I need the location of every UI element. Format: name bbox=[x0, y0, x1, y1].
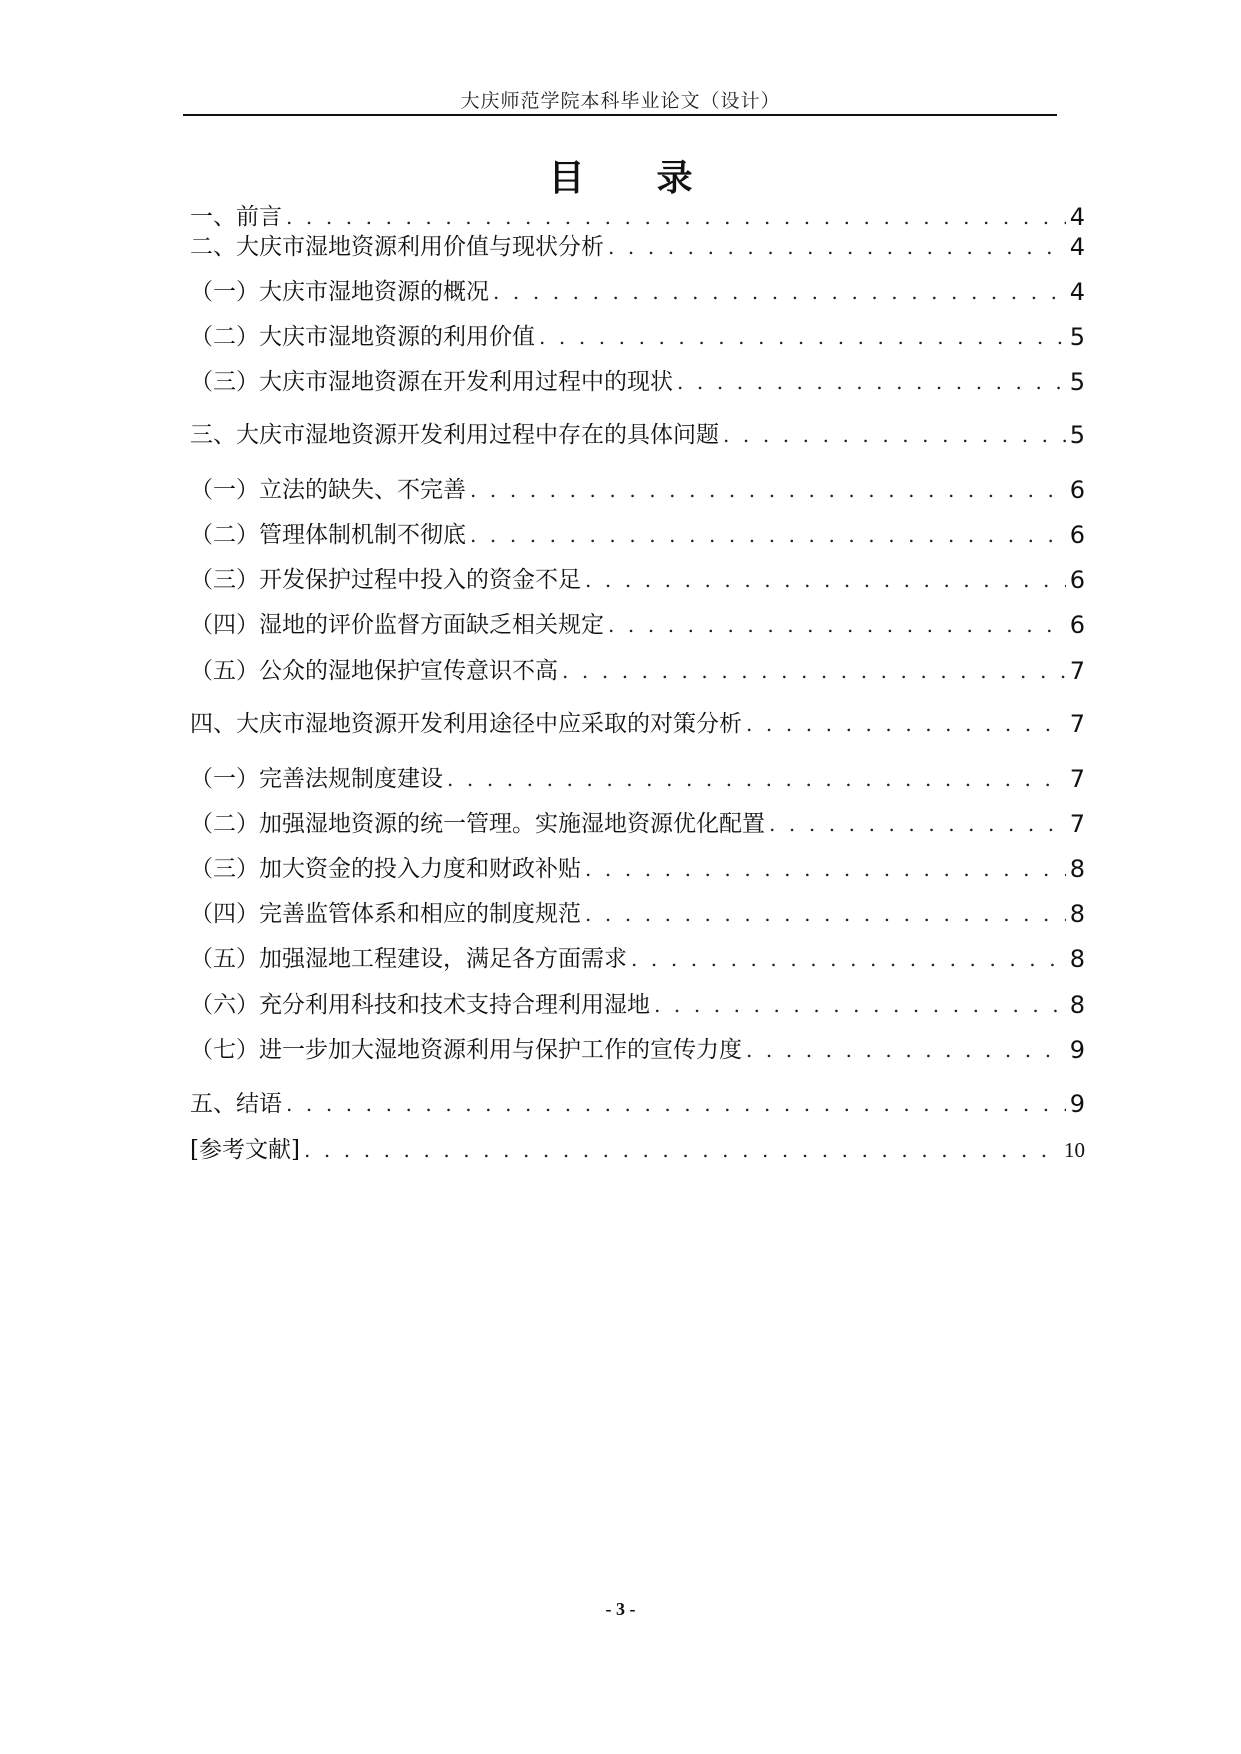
toc-leader-dots bbox=[447, 764, 1066, 794]
toc-leader-dots bbox=[304, 1135, 1060, 1165]
toc-entry-page: 6 bbox=[1069, 521, 1085, 549]
toc-entry-page: 10 bbox=[1064, 1138, 1085, 1162]
toc-entry-page: 6 bbox=[1069, 476, 1085, 504]
toc-entry-text: （五）公众的湿地保护宣传意识不高 bbox=[190, 658, 558, 684]
page-header-title: 大庆师范学院本科毕业论文（设计） bbox=[460, 90, 781, 112]
toc-leader-dots bbox=[470, 475, 1066, 505]
toc-leader-dots bbox=[562, 656, 1066, 686]
toc-entry-text: （三）开发保护过程中投入的资金不足 bbox=[190, 567, 581, 593]
toc-entry-text: （三）加大资金的投入力度和财政补贴 bbox=[190, 856, 581, 882]
toc-entry[interactable] bbox=[190, 520, 1085, 550]
toc-entry-page: 9 bbox=[1069, 1036, 1085, 1064]
page-number: - 3 - bbox=[605, 1599, 636, 1619]
toc-entry-page: 8 bbox=[1069, 945, 1085, 973]
toc-entry-page: 8 bbox=[1069, 991, 1085, 1019]
toc-entry-page: 4 bbox=[1069, 203, 1085, 231]
toc-entry-text: （二）大庆市湿地资源的利用价值 bbox=[190, 324, 535, 350]
toc-entry-text: （二）加强湿地资源的统一管理。实施湿地资源优化配置 bbox=[190, 811, 765, 837]
toc-entry-page: 7 bbox=[1069, 810, 1085, 838]
toc-entry-page: 8 bbox=[1069, 855, 1085, 883]
toc-leader-dots bbox=[631, 944, 1066, 974]
toc-entry-page: 8 bbox=[1069, 900, 1085, 928]
toc-entry-page: 6 bbox=[1069, 611, 1085, 639]
toc-entry-text: 三、大庆市湿地资源开发利用过程中存在的具体问题 bbox=[190, 422, 719, 448]
toc-leader-dots bbox=[654, 990, 1066, 1020]
toc-entry-text: （七）进一步加大湿地资源利用与保护工作的宣传力度 bbox=[190, 1037, 742, 1063]
toc-entry[interactable] bbox=[190, 990, 1085, 1020]
toc-leader-dots bbox=[493, 277, 1066, 307]
toc-entry-page: 5 bbox=[1069, 368, 1085, 396]
toc-entry-page: 7 bbox=[1069, 710, 1085, 738]
toc-entry-text: （一）立法的缺失、不完善 bbox=[190, 477, 466, 503]
toc-title bbox=[0, 150, 1241, 201]
toc-entry[interactable] bbox=[190, 420, 1085, 450]
toc-entry[interactable] bbox=[190, 1089, 1085, 1119]
toc-entry-page: 9 bbox=[1069, 1090, 1085, 1118]
toc-entry-page: 7 bbox=[1069, 657, 1085, 685]
toc-entry[interactable] bbox=[190, 277, 1085, 307]
toc-leader-dots bbox=[585, 899, 1066, 929]
toc-entry[interactable] bbox=[190, 656, 1085, 686]
toc-entry-page: 5 bbox=[1069, 323, 1085, 351]
toc-entry-page: 4 bbox=[1069, 233, 1085, 261]
toc-entry[interactable] bbox=[190, 610, 1085, 640]
toc-leader-dots bbox=[286, 1089, 1066, 1119]
toc-entry[interactable] bbox=[190, 322, 1085, 352]
toc-entry-text: 五、结语 bbox=[190, 1091, 282, 1117]
toc-entry[interactable] bbox=[190, 944, 1085, 974]
toc-title-right: 录 bbox=[656, 158, 693, 199]
toc-leader-dots bbox=[769, 809, 1066, 839]
toc-entry[interactable] bbox=[190, 1035, 1085, 1065]
toc-leader-dots bbox=[539, 322, 1066, 352]
toc-entry-text: 一、前言 bbox=[190, 204, 282, 230]
toc-entry[interactable] bbox=[190, 899, 1085, 929]
toc-entry[interactable] bbox=[190, 764, 1085, 794]
toc-entry-text: 四、大庆市湿地资源开发利用途径中应采取的对策分析 bbox=[190, 711, 742, 737]
toc-leader-dots bbox=[746, 709, 1066, 739]
toc-leader-dots bbox=[608, 610, 1066, 640]
toc-leader-dots bbox=[470, 520, 1066, 550]
toc-entry-text: （五）加强湿地工程建设，满足各方面需求 bbox=[190, 946, 627, 972]
toc-leader-dots bbox=[677, 367, 1066, 397]
toc-entry-page: 4 bbox=[1069, 278, 1085, 306]
toc-entry-page: 7 bbox=[1069, 765, 1085, 793]
toc-entry-text: （一）完善法规制度建设 bbox=[190, 766, 443, 792]
toc-entry-page: 6 bbox=[1069, 566, 1085, 594]
toc-entry-text: （一）大庆市湿地资源的概况 bbox=[190, 279, 489, 305]
toc-leader-dots bbox=[746, 1035, 1066, 1065]
toc-entry-text: （三）大庆市湿地资源在开发利用过程中的现状 bbox=[190, 369, 673, 395]
toc-entry[interactable] bbox=[190, 1135, 1085, 1165]
toc-leader-dots bbox=[585, 565, 1066, 595]
toc-entry[interactable] bbox=[190, 367, 1085, 397]
toc-entry-text: [参考文献] bbox=[190, 1137, 300, 1163]
toc-entry[interactable] bbox=[190, 809, 1085, 839]
toc-entry[interactable] bbox=[190, 709, 1085, 739]
toc-leader-dots bbox=[723, 420, 1066, 450]
toc-entry-text: （二）管理体制机制不彻底 bbox=[190, 522, 466, 548]
toc-leader-dots bbox=[286, 202, 1066, 232]
toc-leader-dots bbox=[585, 854, 1066, 884]
toc-entry-text: （四）湿地的评价监督方面缺乏相关规定 bbox=[190, 612, 604, 638]
toc-entry[interactable] bbox=[190, 475, 1085, 505]
toc-entry-text: （六）充分利用科技和技术支持合理利用湿地 bbox=[190, 992, 650, 1018]
header-rule bbox=[183, 114, 1057, 116]
toc-leader-dots bbox=[608, 232, 1066, 262]
toc-entry[interactable] bbox=[190, 565, 1085, 595]
toc-entry[interactable] bbox=[190, 232, 1085, 262]
toc-entry[interactable] bbox=[190, 202, 1085, 232]
toc-entry-page: 5 bbox=[1069, 421, 1085, 449]
toc-entry[interactable] bbox=[190, 854, 1085, 884]
toc-entry-text: （四）完善监管体系和相应的制度规范 bbox=[190, 901, 581, 927]
toc-title-left: 目 bbox=[548, 158, 585, 199]
toc-entry-text: 二、大庆市湿地资源利用价值与现状分析 bbox=[190, 234, 604, 260]
